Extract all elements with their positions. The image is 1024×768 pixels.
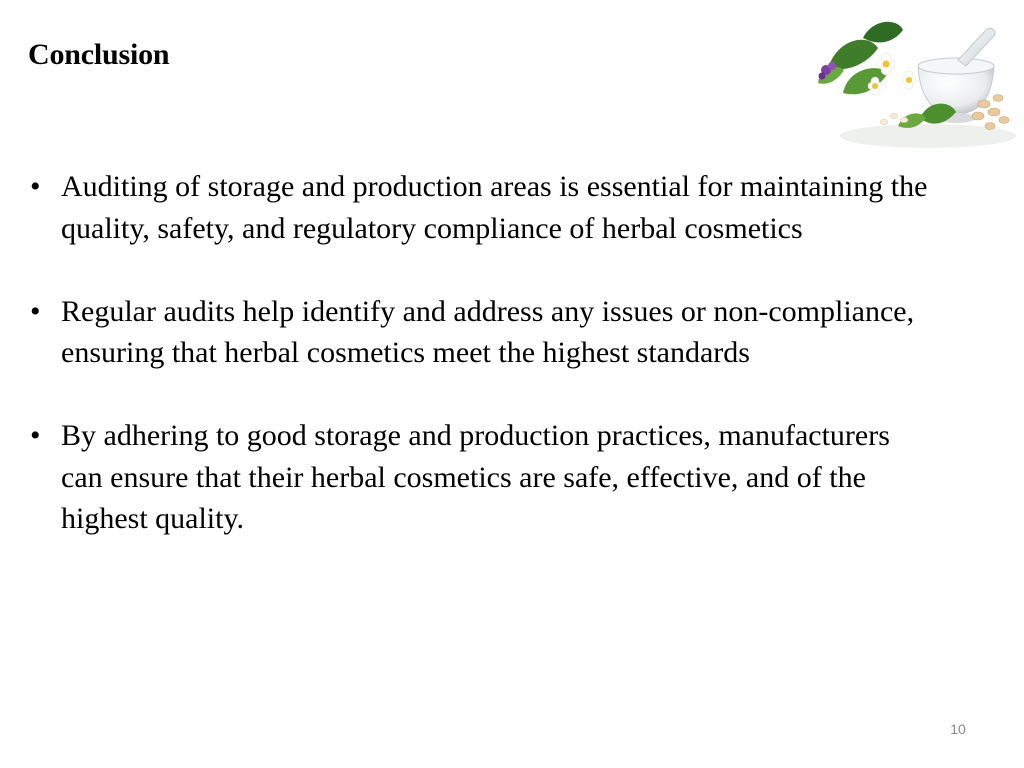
herbs-mortar-pestle-icon (808, 8, 1020, 156)
bullet-text: By adhering to good storage and production practices, manufacturers can ensure that their herbal cosmetics are safe, effective, and of the highest quality. (61, 419, 890, 535)
bullet-item (30, 415, 930, 540)
bullet-text: Auditing of storage and production areas is essential for maintaining the quality, safety, and regulatory compliance of herbal cosmetics (61, 170, 928, 245)
bullet-text: Regular audits help identify and address any issues or non-compliance, ensuring that herbal cosmetics meet the highest standards (61, 294, 915, 369)
bullet-item (30, 291, 930, 374)
bullet-list (30, 166, 930, 581)
bullet-item (30, 166, 930, 249)
slide-title: Conclusion (28, 38, 170, 71)
bullet-marker: • (30, 419, 41, 452)
bullet-marker: • (30, 170, 41, 203)
slide-number: 10 (950, 721, 966, 737)
bullet-marker: • (30, 294, 41, 328)
